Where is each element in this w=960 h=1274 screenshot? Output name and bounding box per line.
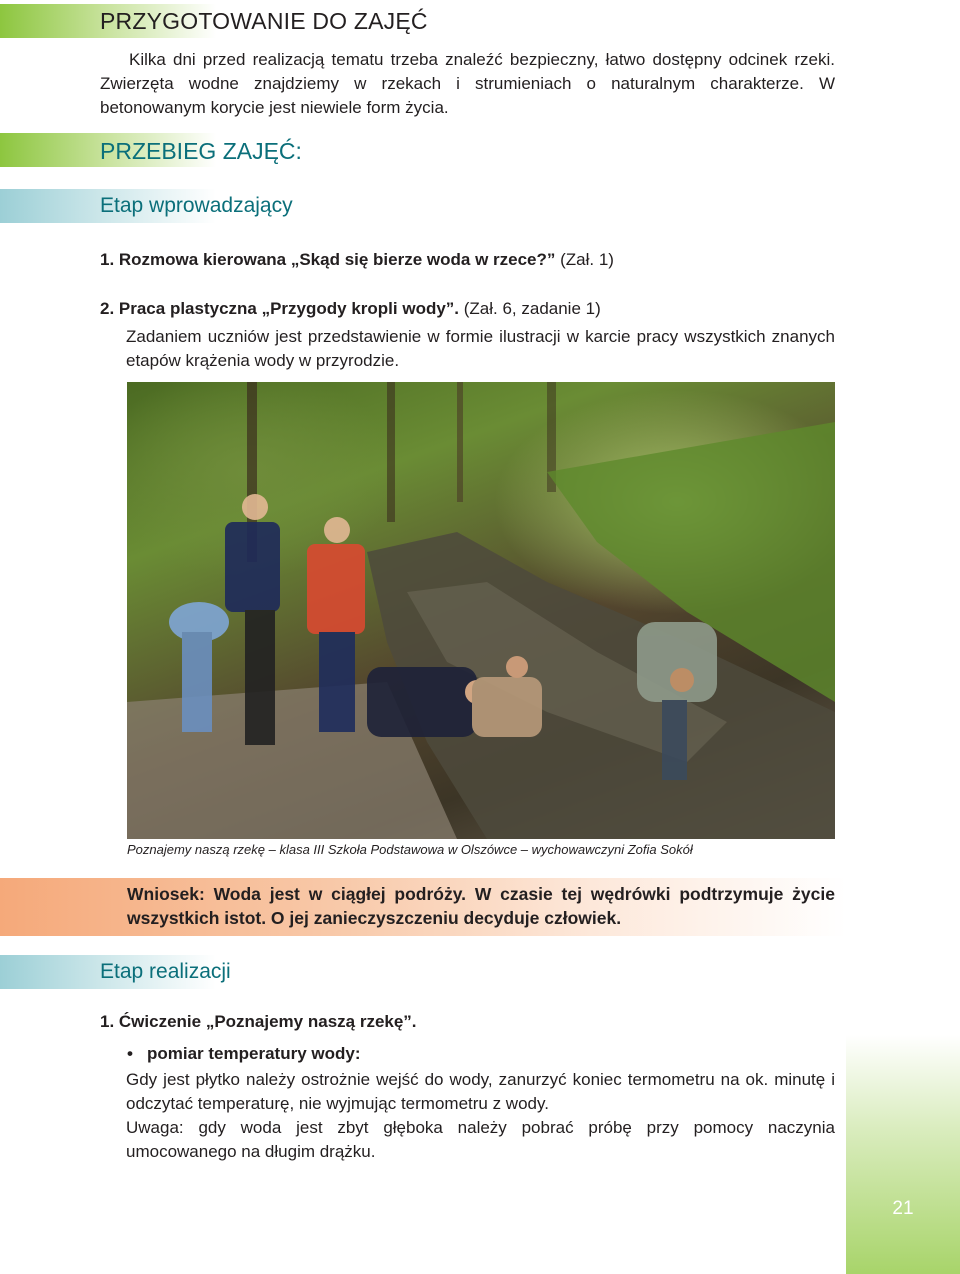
photo-caption: Poznajemy naszą rzekę – klasa III Szkoła Podstawowa w Olszówce – wychowawczyni Zofia Sokół [127, 842, 693, 857]
bullet-icon: • [127, 1044, 133, 1063]
preparation-text: Kilka dni przed realizacją tematu trzeba znaleźć bezpieczny, łatwo dostępny odcinek rzeki. Zwierzęta wodne znajdziemy w rzekach i strumieniach o naturalnym charakterze. W betonowanym korycie jest niewiele form życia. [100, 50, 835, 117]
page-number: 21 [892, 1198, 914, 1219]
stage-intro-title: Etap wprowadzający [100, 194, 293, 217]
river-photo-illustration [127, 382, 835, 839]
stage-realization-title: Etap realizacji [100, 960, 231, 983]
item-text: 2. Praca plastyczna „Przygody kropli wody”. [100, 299, 460, 318]
item-text: 1. Rozmowa kierowana „Skąd się bierze woda w rzece?” [100, 250, 556, 269]
page-corner-decoration [846, 1035, 960, 1274]
conclusion-text: Wniosek: Woda jest w ciągłej podróży. W czasie tej wędrówki podtrzymuje życie wszystkich istot. O jej zanieczyszczeniu decyduje człowiek. [127, 884, 835, 928]
temperature-note: Uwaga: gdy woda jest zbyt głęboka należy pobrać próbę przy pomocy naczynia umocowanego na długim drążku. [126, 1118, 835, 1161]
heading-preparation: PRZYGOTOWANIE DO ZAJĘĆ [100, 8, 428, 34]
temperature-instructions: Gdy jest płytko należy ostrożnie wejść do wody, zanurzyć koniec termometru na ok. minutę i odczytać temperaturę, nie wyjmując termometru z wody. [126, 1070, 835, 1113]
stage-intro-task-text: Zadaniem uczniów jest przedstawienie w formie ilustracji w karcie pracy wszystkich znanych etapów krążenia wody w przyrodzie. [126, 327, 835, 370]
bullet-temperature [127, 1044, 361, 1064]
stage-intro-item-2 [100, 297, 601, 321]
item-ref: (Zał. 6, zadanie 1) [459, 299, 601, 318]
heading-course: PRZEBIEG ZAJĘĆ: [100, 138, 302, 164]
item-text: 1. Ćwiczenie „Poznajemy naszą rzekę”. [100, 1012, 417, 1031]
river-photo [127, 382, 835, 839]
stage-realization-item-1 [100, 1010, 417, 1034]
item-ref: (Zał. 1) [555, 250, 614, 269]
bullet-title: pomiar temperatury wody: [147, 1044, 361, 1063]
stage-intro-item-1 [100, 248, 614, 272]
heading-band-stage-realization [0, 955, 470, 989]
